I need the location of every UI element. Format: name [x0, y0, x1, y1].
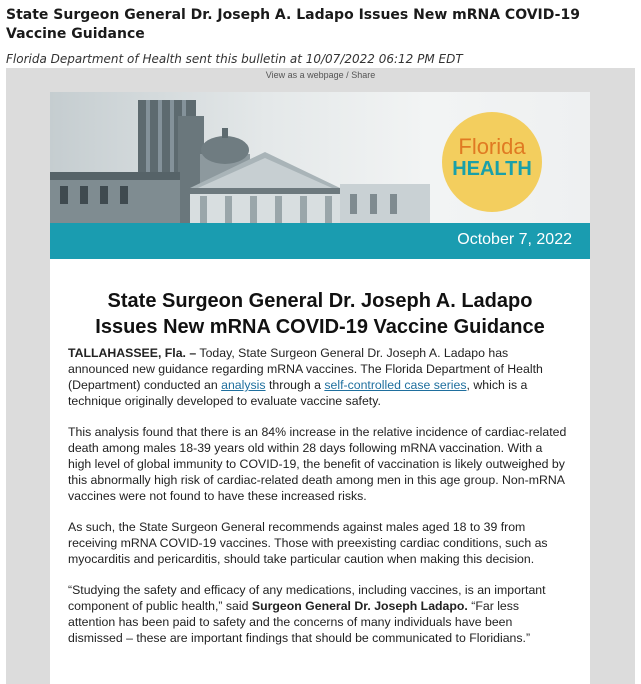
article-body — [68, 345, 568, 661]
analysis-link[interactable]: analysis — [221, 378, 266, 392]
top-links — [6, 70, 635, 80]
intro-text-1: Today, State Surgeon General Dr. Joseph A. Ladapo has announced new guidance regarding mRNA vaccines. The Florida Department of Health (Department) conducted an — [68, 346, 543, 392]
bulletin-card — [50, 92, 590, 684]
intro-text-2: through a — [265, 378, 325, 392]
capitol-building-illustration — [50, 92, 430, 223]
share-link[interactable]: Share — [351, 70, 376, 80]
bulletin-date: October 7, 2022 — [457, 231, 572, 248]
case-series-link[interactable]: self-controlled case series — [324, 378, 467, 392]
bulletin-byline: Florida Department of Health sent this bulletin at 10/07/2022 06:12 PM EDT — [6, 52, 463, 66]
quote-text-2: “Far less attention has been paid to safety and the concerns of many individuals have been dismissed – these are important findings that should be communicated to Floridians.” — [68, 599, 531, 645]
headline-line-1: State Surgeon General Dr. Joseph A. Ladapo — [107, 290, 533, 312]
logo-text-florida: Florida — [458, 134, 526, 159]
quote-text-1: “Studying the safety and efficacy of any medications, including vaccines, is an important component of public health,” said — [68, 583, 546, 613]
dateline: TALLAHASSEE, Fla. – — [68, 346, 197, 360]
intro-text-3: , which is a technique originally developed to evaluate vaccine safety. — [68, 378, 528, 408]
article-headline — [50, 288, 590, 340]
page-title: State Surgeon General Dr. Joseph A. Ladapo Issues New mRNA COVID-19 Vaccine Guidance — [6, 7, 580, 42]
view-as-webpage-link[interactable]: View as a webpage — [265, 70, 344, 80]
bulletin-frame — [6, 68, 635, 684]
paragraph-quote — [68, 582, 568, 646]
logo-text-health: HEALTH — [452, 158, 532, 180]
capitol-banner — [50, 92, 590, 223]
paragraph-recommendation: As such, the State Surgeon General recommends against males aged 18 to 39 from receiving mRNA COVID-19 vaccines. Those with preexisting cardiac conditions, such as myocarditis and pericarditis, should take particular caution when making this decision. — [68, 520, 548, 566]
date-bar — [50, 223, 590, 259]
paragraph-intro — [68, 345, 568, 409]
quote-speaker: Surgeon General Dr. Joseph Ladapo. — [251, 599, 468, 613]
paragraph-findings: This analysis found that there is an 84% increase in the relative incidence of cardiac-related death among males 18-39 years old within 28 days following mRNA vaccination. With a high level of global immunity to COVID-19, the benefit of vaccination is likely outweighed by this abnormally high risk of cardiac-related death among men in this age group. Non-mRNA vaccines were not found to have these increased risks. — [68, 425, 567, 503]
link-separator: / — [346, 70, 349, 80]
headline-line-2: Issues New mRNA COVID-19 Vaccine Guidance — [95, 316, 545, 338]
